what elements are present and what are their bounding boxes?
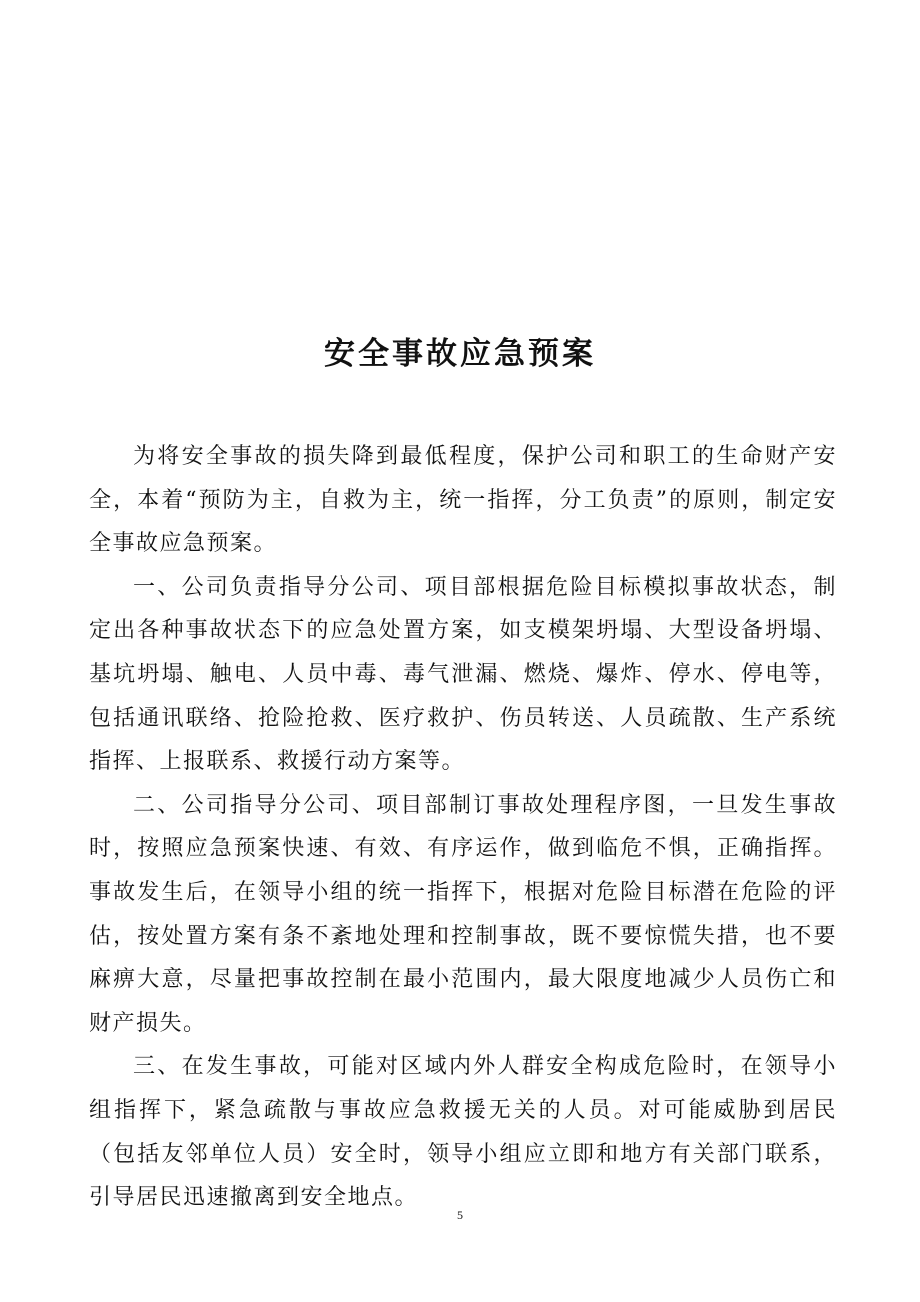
paragraph-intro: 为将安全事故的损失降到最低程度，保护公司和职工的生命财产安全，本着“预防为主，自救为主，统一指挥，分工负责”的原则，制定安全事故应急预案。 [89, 444, 837, 557]
paragraph-section-one: 一、公司负责指导分公司、项目部根据危险目标模拟事故状态，制定出各种事故状态下的应急处置方案，如支模架坍塌、大型设备坍塌、基坑坍塌、触电、人员中毒、毒气泄漏、燃烧、爆炸、停水、停电等，包括通讯联络、抢险抢救、医疗救护、伤员转送、人员疏散、生产系统指挥、上报联系、救援行动方案等。 [89, 574, 837, 775]
document-body [89, 435, 837, 1220]
page-number: 5 [457, 1208, 463, 1222]
document-title: 安全事故应急预案 [324, 336, 596, 372]
paragraph-section-two: 二、公司指导分公司、项目部制订事故处理程序图，一旦发生事故时，按照应急预案快速、有效、有序运作，做到临危不惧，正确指挥。事故发生后，在领导小组的统一指挥下，根据对危险目标潜在危险的评估，按处置方案有条不紊地处理和控制事故，既不要惊慌失措，也不要麻痹大意，尽量把事故控制在最小范围内，最大限度地减少人员伤亡和财产损失。 [89, 792, 837, 1036]
paragraph-section-three: 三、在发生事故，可能对区域内外人群安全构成危险时，在领导小组指挥下，紧急疏散与事故应急救援无关的人员。对可能威胁到居民（包括友邻单位人员）安全时，领导小组应立即和地方有关部门联系，引导居民迅速撤离到安全地点。 [89, 1054, 837, 1211]
